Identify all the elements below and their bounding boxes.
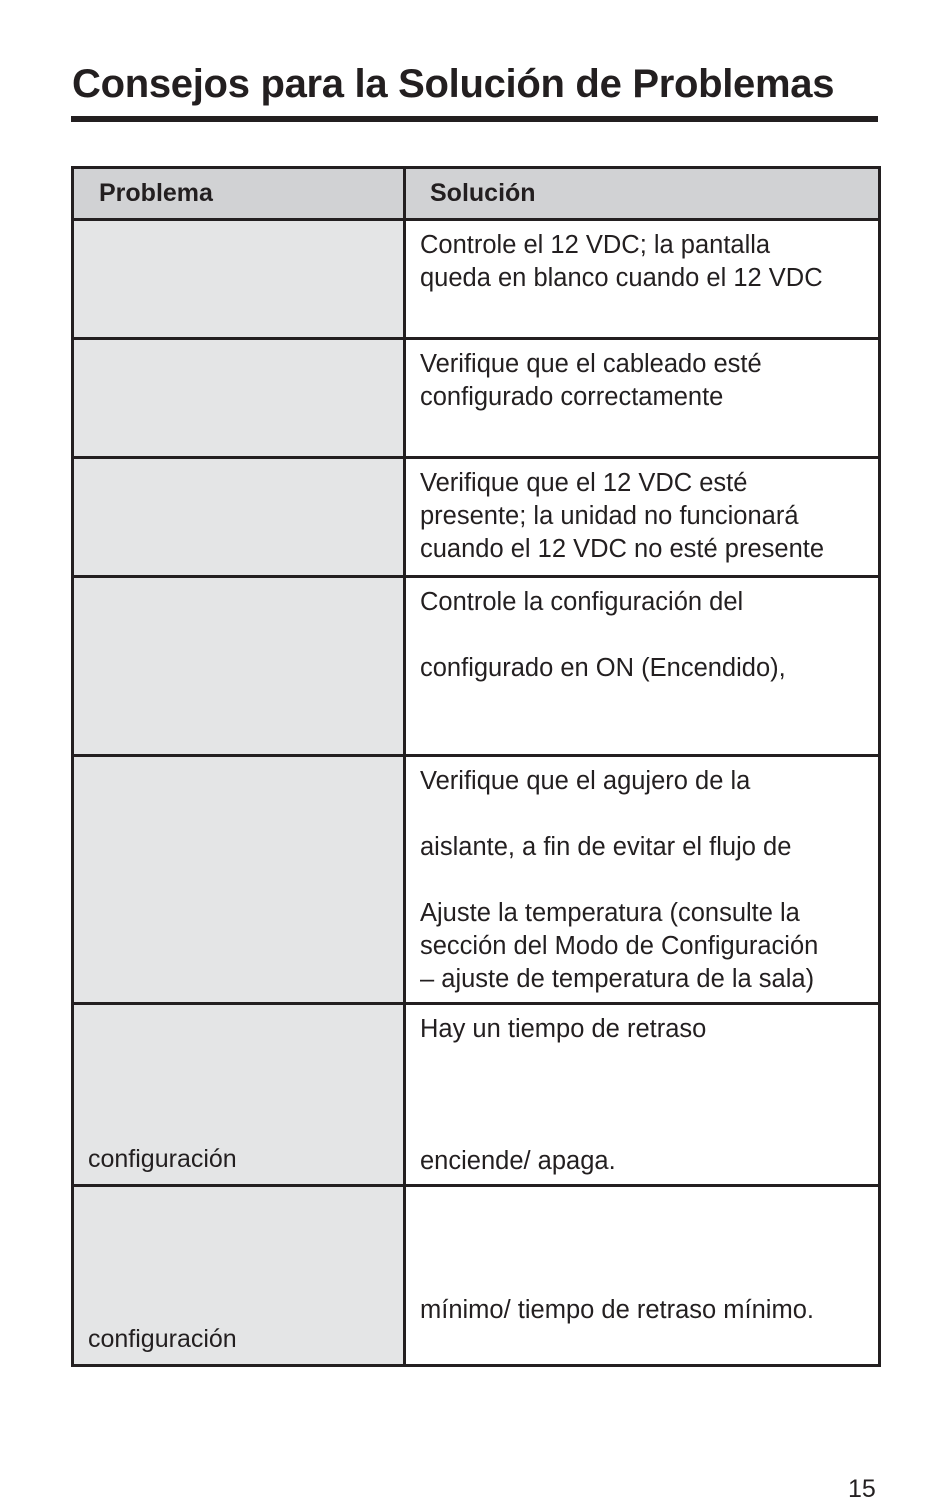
table-row <box>73 339 880 458</box>
table-header-row <box>73 168 880 220</box>
solution-line <box>420 1112 868 1145</box>
problem-cell: configuración <box>73 1186 405 1366</box>
problem-cell <box>73 339 405 458</box>
page-number: 15 <box>848 1475 876 1503</box>
solution-line <box>420 1079 868 1112</box>
solution-line <box>420 1261 868 1294</box>
solution-line <box>420 1046 868 1079</box>
page-title: Consejos para la Solución de Problemas <box>72 62 835 106</box>
table-row <box>73 1004 880 1186</box>
solution-line: presente; la unidad no funcionará <box>420 502 799 530</box>
solution-cell <box>405 756 880 1004</box>
solution-line: Verifique que el agujero de la <box>420 767 751 795</box>
solution-cell <box>405 1004 880 1186</box>
table-row <box>73 756 880 1004</box>
solution-line: Verifique que el 12 VDC esté <box>420 469 748 497</box>
problem-cell <box>73 577 405 756</box>
problem-cell <box>73 220 405 339</box>
solution-cell <box>405 1186 880 1366</box>
solution-line: – ajuste de temperatura de la sala) <box>420 965 815 993</box>
troubleshooting-table <box>71 166 881 1367</box>
solution-line <box>420 798 868 831</box>
solution-line: Verifique que el cableado esté <box>420 350 762 378</box>
solution-cell <box>405 458 880 577</box>
header-problem: Problema <box>73 168 405 220</box>
solution-cell <box>405 577 880 756</box>
header-solution: Solución <box>405 168 880 220</box>
table-row <box>73 1186 880 1366</box>
title-rule <box>71 116 878 122</box>
solution-line <box>420 1195 868 1228</box>
solution-line: cuando el 12 VDC no esté presente <box>420 535 825 563</box>
solution-line: Controle el 12 VDC; la pantalla <box>420 231 771 259</box>
table-row <box>73 577 880 756</box>
solution-line: aislante, a fin de evitar el flujo de <box>420 833 792 861</box>
solution-line: Controle la configuración del <box>420 588 744 616</box>
solution-line: queda en blanco cuando el 12 VDC <box>420 264 823 292</box>
problem-cell: configuración <box>73 1004 405 1186</box>
solution-line <box>420 864 868 897</box>
solution-line: mínimo/ tiempo de retraso mínimo. <box>420 1296 814 1324</box>
solution-line: configurado correctamente <box>420 383 724 411</box>
table-row <box>73 458 880 577</box>
problem-cell <box>73 756 405 1004</box>
problem-cell <box>73 458 405 577</box>
solution-line: Hay un tiempo de retraso <box>420 1015 707 1043</box>
solution-line: Ajuste la temperatura (consulte la <box>420 899 800 927</box>
solution-line: enciende/ apaga. <box>420 1147 616 1175</box>
solution-line: configurado en ON (Encendido), <box>420 654 786 682</box>
solution-line: sección del Modo de Configuración <box>420 932 819 960</box>
solution-line <box>420 1228 868 1261</box>
solution-cell <box>405 220 880 339</box>
solution-cell <box>405 339 880 458</box>
table-row <box>73 220 880 339</box>
solution-line <box>420 619 868 652</box>
